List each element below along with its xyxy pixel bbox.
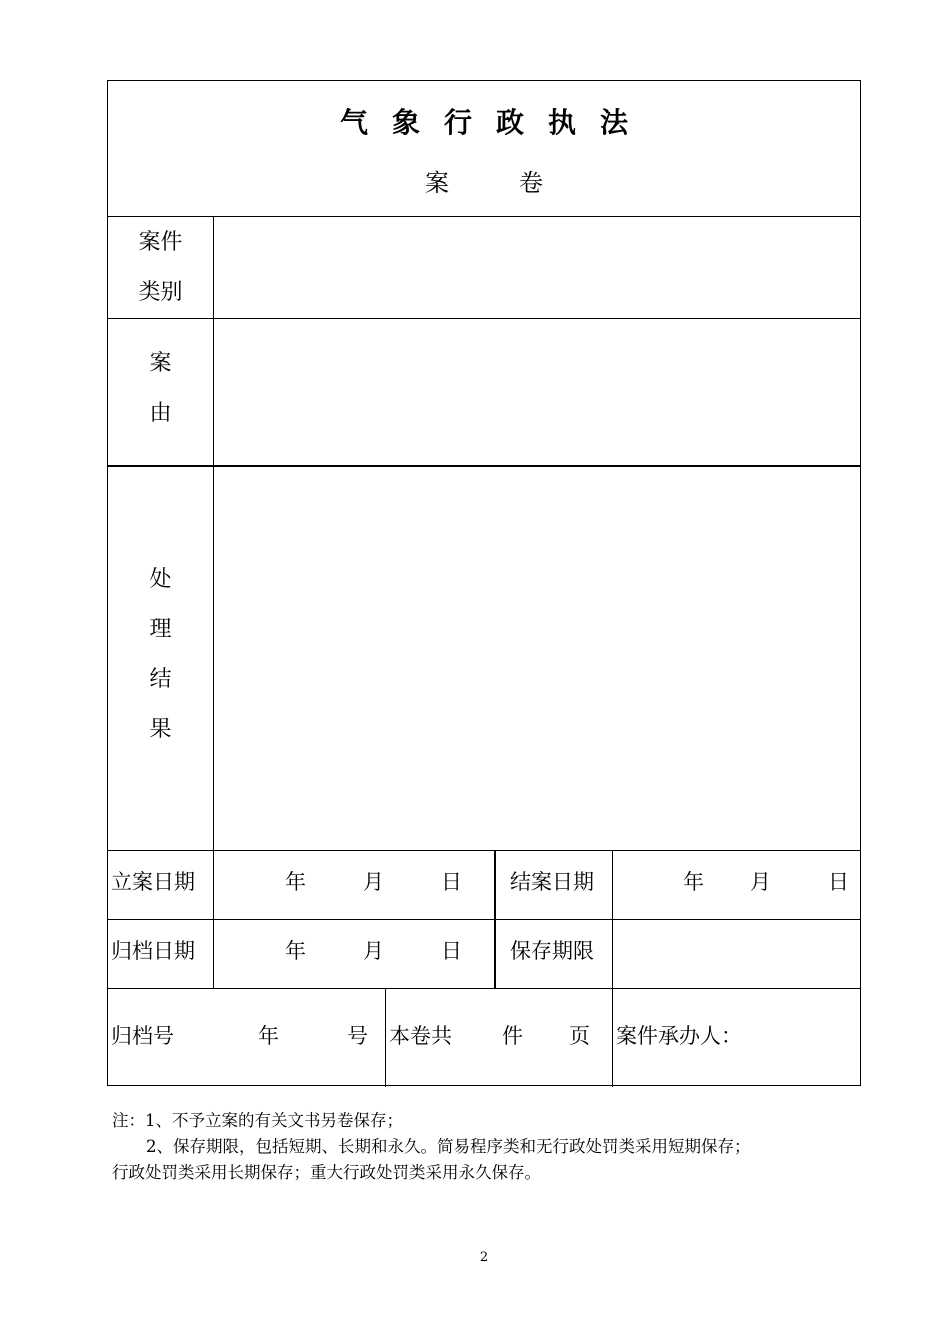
archive-month[interactable]: 月: [363, 939, 384, 963]
archive-year[interactable]: 年: [285, 939, 306, 963]
archive-number-year[interactable]: 年: [258, 1024, 279, 1048]
filing-date-label: 立案日期: [111, 870, 195, 894]
note-line-1: 注：1、不予立案的有关文书另卷保存；: [112, 1111, 403, 1130]
archive-number-label: 归档号: [111, 1024, 174, 1048]
divider: [612, 850, 613, 988]
page-number: 2: [479, 1250, 489, 1265]
divider: [108, 850, 860, 851]
archive-day[interactable]: 日: [441, 939, 462, 963]
result-field[interactable]: [215, 467, 860, 848]
note-line-3: 行政处罚类采用长期保存；重大行政处罚类采用永久保存。: [112, 1163, 541, 1182]
case-reason-field[interactable]: [215, 320, 860, 463]
divider: [612, 988, 613, 1087]
case-reason-label: 案 由: [149, 351, 172, 426]
filing-day[interactable]: 日: [441, 870, 462, 894]
volume-total-label: 本卷共: [389, 1024, 452, 1048]
divider: [494, 850, 496, 988]
volume-pages[interactable]: 页: [569, 1024, 590, 1048]
archive-date-label: 归档日期: [111, 939, 195, 963]
closing-year[interactable]: 年: [683, 870, 704, 894]
notes: [112, 1108, 872, 1186]
archive-number-no[interactable]: 号: [347, 1024, 368, 1048]
note-line-2: 2、保存期限，包括短期、长期和永久。简易程序类和无行政处罚类采用短期保存；: [146, 1137, 751, 1156]
case-handler-label: 案件承办人：: [616, 1024, 742, 1048]
filing-year[interactable]: 年: [285, 870, 306, 894]
divider: [108, 216, 860, 217]
divider: [108, 318, 860, 319]
retention-period-label: 保存期限: [510, 939, 594, 963]
closing-day[interactable]: 日: [828, 870, 849, 894]
case-type-field[interactable]: [215, 218, 860, 316]
divider: [108, 988, 860, 989]
divider: [213, 216, 214, 988]
case-type-label: 案件 类别: [138, 230, 183, 305]
result-label: 处 理 结 果: [149, 567, 172, 742]
form-title: 气象行政执法: [339, 106, 652, 139]
case-file-form: [107, 80, 861, 1086]
closing-month[interactable]: 月: [750, 870, 771, 894]
filing-month[interactable]: 月: [363, 870, 384, 894]
divider: [385, 988, 386, 1087]
volume-items[interactable]: 件: [502, 1024, 523, 1048]
closing-date-label: 结案日期: [510, 870, 594, 894]
form-subtitle: 案卷: [425, 169, 613, 197]
retention-period-field[interactable]: [614, 921, 860, 987]
divider: [108, 919, 860, 920]
